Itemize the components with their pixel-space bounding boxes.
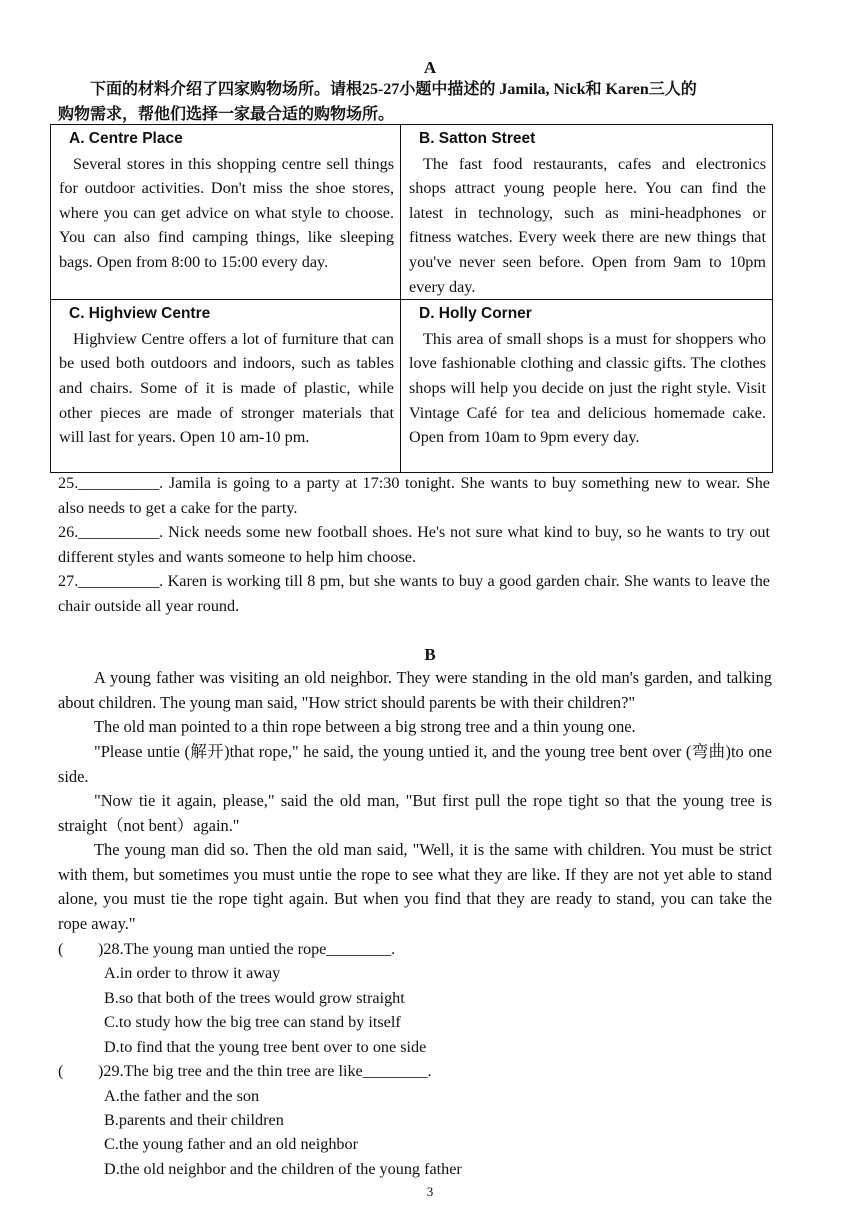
stores-table [50,124,773,473]
passage-paragraph: "Now tie it again, please," said the old man, "But first pull the rope tight so that the young tree is straight（not bent）again." [58,791,772,835]
store-description: Several stores in this shopping centre sell things for outdoor activities. Don't miss the shoe stores, where you can get advice on what style to choose. You can also find camping things, like sleeping bags. Open from 8:00 to 15:00 every day. [59,154,394,271]
answer-paren: ( [58,940,64,958]
store-name: A. Centre Place [69,130,183,147]
question-26 [58,520,770,569]
section-a-heading: A [423,58,437,77]
store-description: The fast food restaurants, cafes and electronics shops attract young people here. You can find the latest in technology, such as mini-headphones or fitness watches. Every week there are new things that you've never seen before. Open from 9am to 10pm every day. [409,154,766,296]
q28-option-a: A.in order to throw it away [104,964,281,982]
page-number: 3 [426,1184,434,1199]
question-28-stem [58,937,770,962]
section-a-intro-line2: 购物需求，帮他们选择一家最合适的购物场所。 [58,106,395,123]
store-cell-a [51,125,401,300]
store-name: B. Satton Street [419,130,536,147]
q29-option-d: D.the old neighbor and the children of the young father [104,1160,462,1178]
question-27 [58,569,770,618]
q28-option-c: C.to study how the big tree can stand by itself [104,1013,401,1031]
passage-paragraph: A young father was visiting an old neighbor. They were standing in the old man's garden, and talking about children. The young man said, "How strict should parents be with their children?" [58,668,772,712]
question-stem: )28.The young man untied the rope________. [98,940,396,958]
section-b-heading: B [424,645,436,664]
question-text: Karen is working till 8 pm, but she wants to buy a good garden chair. She wants to leave the chair outside all year round. [58,572,770,615]
q28-option-d: D.to find that the young tree bent over to one side [104,1038,427,1056]
question-number: 25.__________. [58,474,164,492]
q29-option-a: A.the father and the son [104,1087,260,1105]
question-number: 26.__________. [58,523,164,541]
passage-paragraph: The old man pointed to a thin rope between a big strong tree and a thin young one. [94,717,636,736]
store-description: Highview Centre offers a lot of furniture that can be used both outdoors and indoors, such as tables and chairs. Some of it is made of plastic, while other pieces are made of stronger materials that will last for years. Open 10 am-10 pm. [59,329,394,447]
question-number: 27.__________. [58,572,164,590]
store-name: C. Highview Centre [69,305,211,323]
question-text: Nick needs some new football shoes. He's not sure what kind to buy, so he wants to try out different styles and wants someone to help him choose. [58,523,771,566]
question-text: Jamila is going to a party at 17:30 tonight. She wants to buy something new to wear. She also needs to get a cake for the party. [58,474,770,517]
q29-option-c: C.the young father and an old neighbor [104,1135,358,1153]
passage-paragraph: "Please untie (解开)that rope," he said, the young untied it, and the young tree bent over (弯曲)to one side. [58,742,772,786]
store-cell-d [401,300,773,473]
question-25 [58,471,770,520]
question-stem: )29.The big tree and the thin tree are like________. [98,1062,432,1080]
q29-option-b: B.parents and their children [104,1111,284,1129]
section-a-intro-line1: 下面的材料介绍了四家购物场所。请根25-27小题中描述的 Jamila, Nick和 Karen三人的 [90,81,697,98]
store-name: D. Holly Corner [419,305,532,323]
stores-row-1 [51,125,773,300]
store-cell-b [401,125,773,300]
store-description: This area of small shops is a must for shoppers who love fashionable clothing and classic gifts. The clothes shops will help you decide on just the right style. Visit Vintage Café for tea and delicious homemade cake. Open from 10am to 9pm every day. [409,329,766,447]
store-cell-c [51,300,401,473]
answer-paren: ( [58,1062,64,1080]
question-29-stem [58,1059,770,1084]
q28-option-b: B.so that both of the trees would grow straight [104,989,405,1007]
passage-paragraph: The young man did so. Then the old man said, "Well, it is the same with children. You must be strict with them, but sometimes you must untie the rope to see what they are like. If they are not yet able to stand alone, you must tie the rope tight again. But when you find that they are ready to stand, you can take the rope away." [58,840,772,933]
stores-row-2 [51,300,773,473]
